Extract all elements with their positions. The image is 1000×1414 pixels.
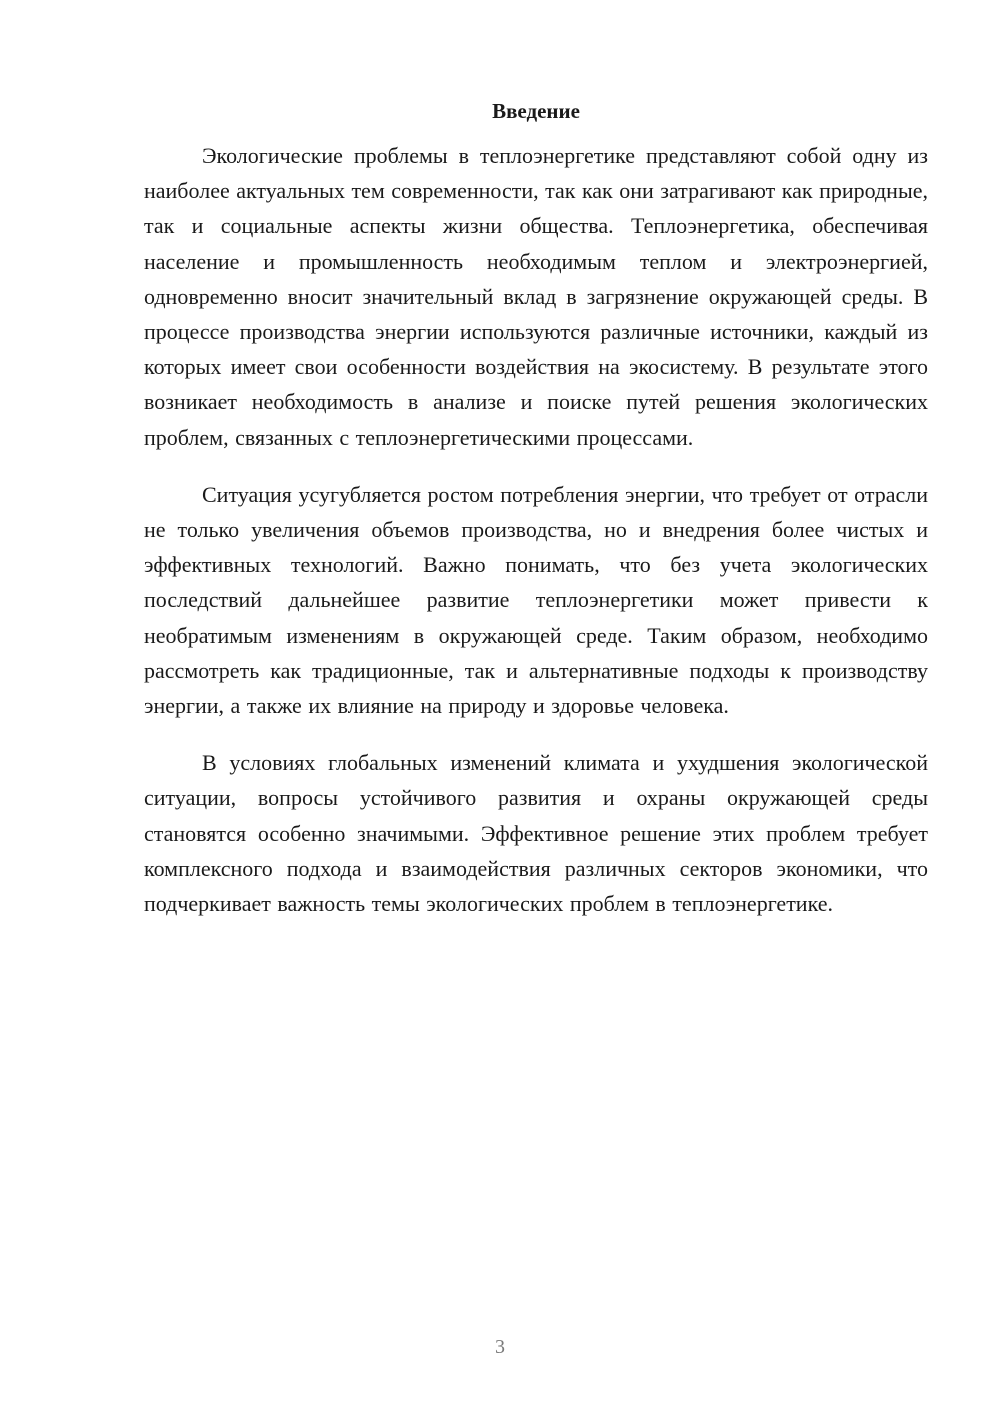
page-number: 3 [495,1336,505,1358]
page-content [144,96,928,943]
paragraph-3: В условиях глобальных изменений климата и ухудшения экологической ситуации, вопросы устойчивого развития и охраны окружающей среды становятся особенно значимыми. Эффективное решение этих проблем требует комплексного подхода и взаимодействия различных секторов экономики, что подчеркивает важность темы экологических проблем в теплоэнергетике. [144,750,928,917]
section-title: Введение [492,99,580,123]
paragraph-1: Экологические проблемы в теплоэнергетике представляют собой одну из наиболее актуальных тем современности, так как они затрагивают как природные, так и социальные аспекты жизни общества. Теплоэнергетика, обеспечивая население и промышленность необходимым теплом и электроэнергией, одновременно вносит значительный вклад в загрязнение окружающей среды. В процессе производства энергии используются различные источники, каждый из которых имеет свои особенности воздействия на экосистему. В результате этого возникает необходимость в анализе и поиске путей решения экологических проблем, связанных с теплоэнергетическими процессами. [144,143,928,450]
paragraph-2: Ситуация усугубляется ростом потребления энергии, что требует от отрасли не только увеличения объемов производства, но и внедрения более чистых и эффективных технологий. Важно понимать, что без учета экологических последствий дальнейшее развитие теплоэнергетики может привести к необратимым изменениям в окружающей среде. Таким образом, необходимо рассмотреть как традиционные, так и альтернативные подходы к производству энергии, а также их влияние на природу и здоровье человека. [144,481,928,719]
